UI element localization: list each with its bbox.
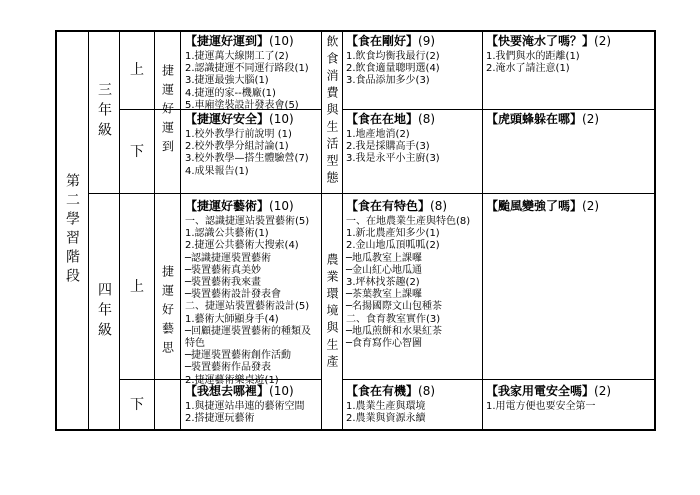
unit-item: ─地瓜教室上課囉 xyxy=(346,252,423,264)
unit-item: 5.車廂塗裝設計發表會(5) xyxy=(185,99,299,111)
unit-title: 【捷運好安全】(10) xyxy=(185,112,294,126)
unit-item: 1.我們與水的距離(1) xyxy=(486,51,580,62)
col-divider xyxy=(180,30,181,430)
unit-item: 3.我是永平小主廚(3) xyxy=(346,153,440,165)
unit-cell xyxy=(486,384,611,413)
unit-item: 2.捷運藝術樂桌遊(1) xyxy=(185,374,279,386)
unit-item: ─裝置藝術作品發表 xyxy=(185,362,272,374)
unit-item: 1.與捷運站串連的藝術空間 xyxy=(185,401,305,412)
unit-item: 2.我是採購高手(3) xyxy=(346,141,430,153)
unit-item: 一、認識捷運站裝置藝術(5) xyxy=(185,216,310,227)
unit-item: 1.新北農產知多少(1) xyxy=(346,228,440,240)
unit-item: 二、捷運站裝置藝術設計(5) xyxy=(185,301,310,313)
unit-cell xyxy=(346,199,470,350)
unit-cell xyxy=(486,34,611,75)
unit-item: ─食育寫作心智圖 xyxy=(346,338,423,350)
unit-item: ─名揚國際文山包種茶 xyxy=(346,301,443,313)
unit-item: ─地瓜煎餅和水果紅茶 xyxy=(346,325,443,337)
unit-item: ─認識捷運裝置藝術 xyxy=(185,252,272,264)
row-divider xyxy=(342,109,655,110)
unit-title: 【食在在地】(8) xyxy=(346,112,436,126)
unit-item: 3.捷運最強大腦(1) xyxy=(185,75,269,87)
grade-4-label: 四年級 xyxy=(96,282,112,342)
half-label-down: 下 xyxy=(130,143,144,160)
unit-item: 1.校外教學行前說明 (1) xyxy=(185,129,292,140)
unit-cell xyxy=(185,112,309,178)
half-label-down: 下 xyxy=(130,397,144,413)
unit-item: 2.認識捷運不同運行路段(1) xyxy=(185,63,309,75)
unit-title: 【快要淹水了嗎？】(2) xyxy=(486,34,612,48)
unit-item: 2.飲食適量聰明選(4) xyxy=(346,63,440,75)
unit-item: 特色 xyxy=(185,338,205,350)
unit-item: 2.校外教學分組討論(1) xyxy=(185,141,289,153)
unit-item: 1.飲食均衡我最行(2) xyxy=(346,51,440,62)
unit-item: 3.坪林找茶趣(2) xyxy=(346,277,420,289)
unit-cell xyxy=(486,199,599,216)
unit-title: 【食在剛好】(9) xyxy=(346,34,436,48)
half-label-up: 上 xyxy=(130,278,144,295)
unit-item: 2.金山地瓜頂呱呱(2) xyxy=(346,240,440,252)
unit-cell xyxy=(346,34,440,88)
unit-item: 1.用電方便也要安全第一 xyxy=(486,401,596,412)
unit-item: 1.地產地消(2) xyxy=(346,129,410,140)
unit-cell xyxy=(486,112,599,129)
unit-item: ─茶葉教室上課囉 xyxy=(346,289,423,301)
unit-item: 一、在地農業生產與特色(8) xyxy=(346,216,471,227)
row-divider xyxy=(342,379,655,380)
unit-item: 4.成果報告(1) xyxy=(185,165,249,177)
unit-title: 【我家用電安全嗎】(2) xyxy=(486,384,612,398)
unit-title: 【捷運好運到】(10) xyxy=(185,34,294,48)
grade-3-label: 三年級 xyxy=(96,81,112,142)
unit-item: 2.農業與資源永續 xyxy=(346,413,426,425)
unit-cell xyxy=(185,34,309,112)
theme-g3: 捷運好運到 xyxy=(160,64,175,159)
half-label-up: 上 xyxy=(130,61,144,78)
unit-item: 1.認識公共藝術(1) xyxy=(185,228,269,240)
unit-cell xyxy=(346,384,435,425)
col-divider xyxy=(342,30,343,430)
unit-title: 【食在有特色】(8) xyxy=(346,199,448,213)
table-border-right xyxy=(654,30,656,431)
theme-g4: 捷運好藝思 xyxy=(160,264,175,360)
unit-title: 【捷運好藝術】(10) xyxy=(185,199,294,213)
unit-item: ─裝置藝術設計發表會 xyxy=(185,289,282,301)
unit-item: 1.藝術大師顯身手(4) xyxy=(185,313,279,325)
unit-cell xyxy=(185,199,311,387)
unit-item: 4.捷運的家--機廠(1) xyxy=(185,87,276,99)
unit-item: ─裝置藝術我來畫 xyxy=(185,277,262,289)
unit-item: ─捷運裝置藝術創作活動 xyxy=(185,350,292,362)
unit-title: 【颱風變強了嗎】(2) xyxy=(486,199,600,213)
unit-item: 1.農業生產與環境 xyxy=(346,401,426,412)
unit-item: 1.捷運萬大線開工了(2) xyxy=(185,51,289,62)
unit-item: 2.淹水了請注意(1) xyxy=(486,63,570,75)
unit-cell xyxy=(185,384,305,425)
unit-title: 【我想去哪裡】(10) xyxy=(185,384,294,398)
unit-item: ─回顧捷運裝置藝術的種類及 xyxy=(185,325,312,337)
unit-item: ─金山紅心地瓜通 xyxy=(346,264,423,276)
theme-g4-food: 農業環境與生產 xyxy=(325,252,339,372)
col-divider xyxy=(482,30,483,430)
unit-item: 2.搭捷運玩藝術 xyxy=(185,413,255,425)
semester-label: 第二學習階段 xyxy=(64,173,80,287)
unit-item: 二、食育教室實作(3) xyxy=(346,313,441,325)
unit-item: 3.校外教學—搭生體驗營(7) xyxy=(185,153,309,165)
theme-g3-food: 飲食消費與生活型態 xyxy=(325,35,339,188)
unit-title: 【虎頭蜂躲在哪】(2) xyxy=(486,112,600,126)
unit-cell xyxy=(346,112,440,166)
unit-item: 2.捷運公共藝術大搜索(4) xyxy=(185,240,299,252)
unit-item: ─裝置藝術真美妙 xyxy=(185,264,262,276)
unit-title: 【食在有機】(8) xyxy=(346,384,436,398)
unit-item: 3.食品添加多少(3) xyxy=(346,75,430,87)
